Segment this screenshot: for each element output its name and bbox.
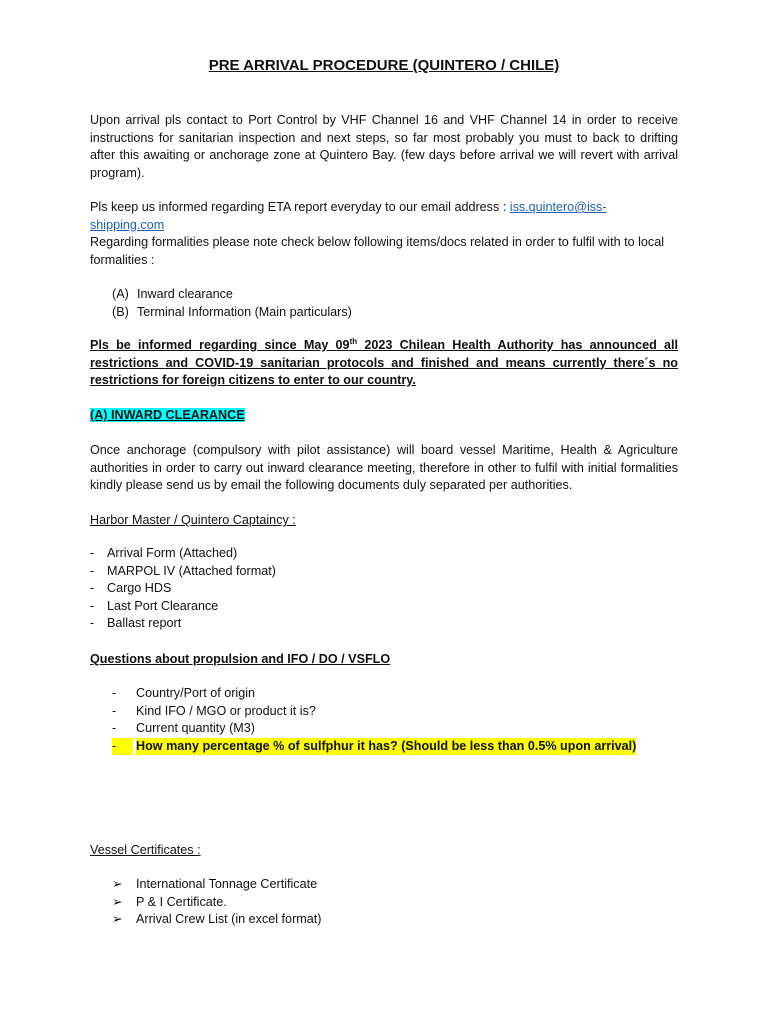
- list-item: [112, 876, 678, 894]
- covid-text-after: 2023 Chilean Health Authority has announced all restrictions and COVID-19 sanitarian protocols and finished and means currently there´s no restrictions for foreign citizens to enter to our country.: [90, 338, 678, 387]
- list-item-text: P & I Certificate.: [136, 894, 227, 909]
- list-item: [112, 911, 678, 929]
- formalities-paragraph: Regarding formalities please note check below following items/docs related in order to fulfil with to local formalities :: [90, 235, 665, 267]
- email-link[interactable]: iss.quintero@iss-shipping.com: [90, 200, 607, 232]
- list-item-text: Cargo HDS: [107, 581, 172, 595]
- certificates-list: [112, 876, 678, 929]
- list-item: [90, 563, 678, 581]
- propulsion-heading: Questions about propulsion and IFO / DO / VSFLO: [90, 652, 391, 666]
- toc-list: [112, 286, 678, 321]
- list-item-text: Kind IFO / MGO or product it is?: [136, 703, 316, 718]
- list-item-text: MARPOL IV (Attached format): [107, 563, 276, 578]
- toc-label: Inward clearance: [137, 287, 233, 301]
- list-item-text: How many percentage % of sulfphur it has? (Should be less than 0.5% upon arrival): [136, 738, 636, 756]
- intro-paragraph: Upon arrival pls contact to Port Control by VHF Channel 16 and VHF Channel 14 in order to receive instructions for sanitarian inspection and next steps, so far most probably you must to back to drifting after this awaiting or anchorage zone at Quintero Bay. (few days before arrival we will revert with arrival program).: [90, 113, 678, 180]
- list-item: [112, 894, 678, 912]
- list-item-text: Country/Port of origin: [136, 686, 255, 700]
- list-item-text: Arrival Crew List (in excel format): [136, 912, 322, 926]
- propulsion-list: [112, 685, 678, 755]
- list-item-text: Current quantity (M3): [136, 721, 255, 735]
- anchorage-paragraph: Once anchorage (compulsory with pilot assistance) will board vessel Maritime, Health & Agriculture authorities in order to carry out inward clearance meeting, therefore in other to fulfil with initial formalities kindly please send us by email the following documents duly separated per authorities.: [90, 443, 678, 492]
- toc-marker: (A): [112, 287, 129, 301]
- dash-marker: -: [112, 703, 117, 718]
- dash-marker: -: [112, 721, 117, 735]
- eta-text: Pls keep us informed regarding ETA report everyday to our email address :: [90, 200, 510, 214]
- dash-marker: -: [90, 616, 95, 630]
- section-a-heading-wrap: [90, 407, 678, 425]
- arrow-bullet-icon: ➢: [112, 894, 123, 909]
- arrow-bullet-icon: ➢: [112, 877, 123, 891]
- list-item-highlighted: [112, 738, 678, 756]
- list-item: [90, 598, 678, 616]
- toc-item-a: [112, 286, 678, 304]
- arrow-bullet-icon: ➢: [112, 912, 123, 926]
- dash-marker: -: [90, 546, 95, 560]
- toc-marker: (B): [112, 304, 129, 319]
- list-item-text: Last Port Clearance: [107, 598, 219, 613]
- dash-marker: -: [90, 598, 95, 613]
- certificates-heading: Vessel Certificates :: [90, 843, 201, 857]
- list-item: [90, 615, 678, 633]
- covid-text-before: Pls be informed regarding since May 09: [90, 338, 350, 352]
- list-item-text: Arrival Form (Attached): [107, 546, 238, 560]
- toc-item-b: [112, 304, 678, 322]
- list-item-text: International Tonnage Certificate: [136, 877, 318, 891]
- dash-marker: -: [90, 581, 95, 595]
- list-item: [112, 685, 678, 703]
- harbor-list: [90, 545, 678, 633]
- covid-notice: [90, 337, 678, 390]
- list-item: [112, 703, 678, 721]
- list-item: [112, 720, 678, 738]
- dash-marker: -: [112, 738, 133, 756]
- list-item: [90, 545, 678, 563]
- list-item-text: Ballast report: [107, 616, 182, 630]
- document-title: PRE ARRIVAL PROCEDURE (QUINTERO / CHILE): [208, 57, 560, 74]
- toc-label: Terminal Information (Main particulars): [137, 304, 352, 319]
- dash-marker: -: [112, 686, 117, 700]
- dash-marker: -: [90, 563, 95, 578]
- harbor-heading: Harbor Master / Quintero Captaincy :: [90, 513, 296, 527]
- list-item: [90, 580, 678, 598]
- covid-sup: th: [349, 336, 358, 346]
- eta-paragraph: [90, 199, 678, 234]
- section-a-heading: (A) INWARD CLEARANCE: [90, 408, 245, 422]
